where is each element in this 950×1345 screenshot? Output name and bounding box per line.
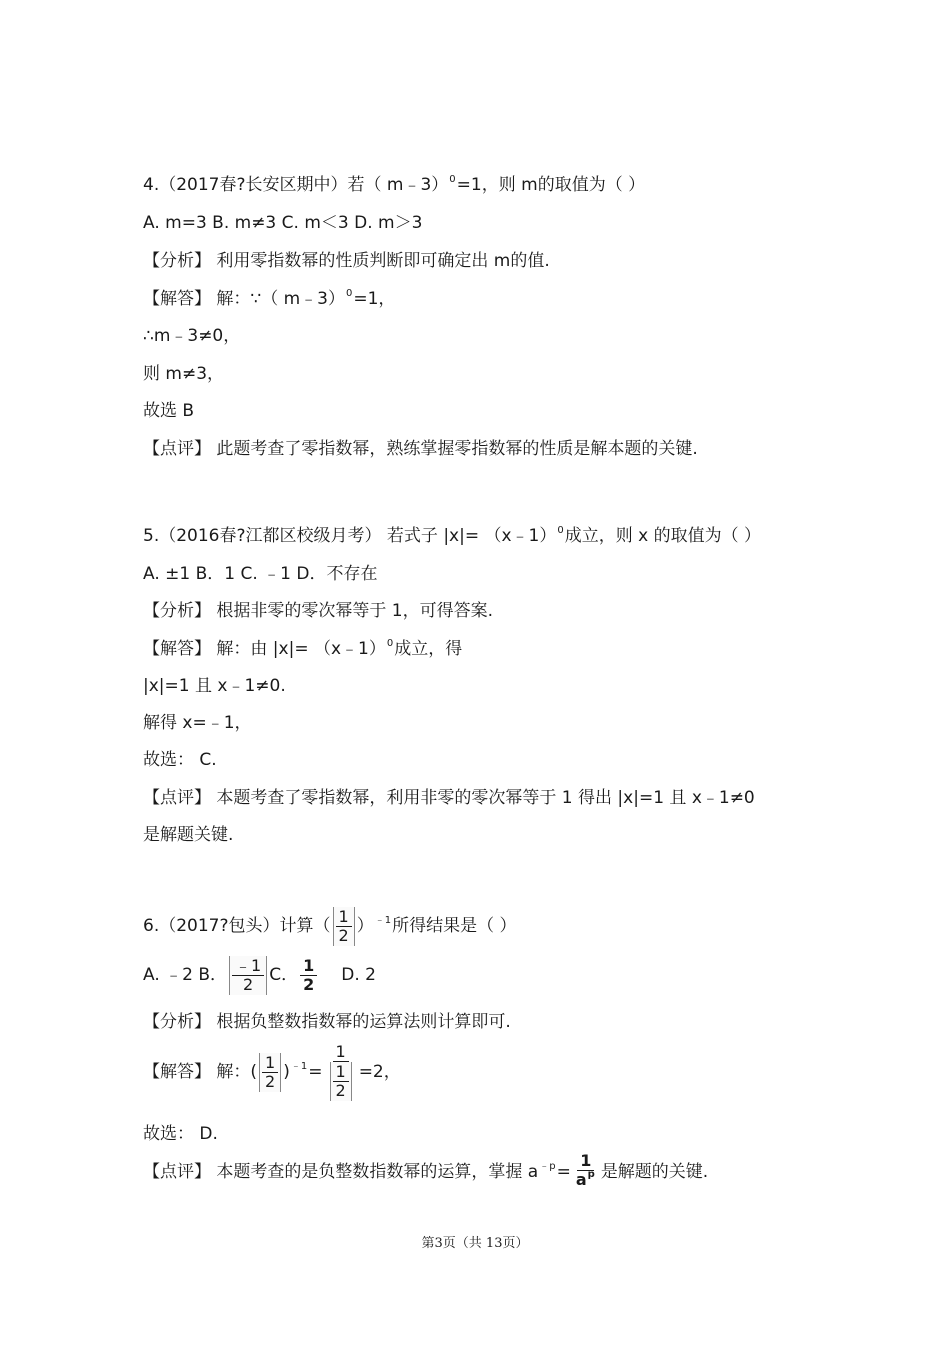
q6-choice: 故选： D. <box>143 1124 218 1144</box>
q6-answer-base-fraction: $\frac{1}{2}$ <box>259 1053 281 1092</box>
q5-choice: 故选： C. <box>143 750 217 770</box>
q6-option-b-fraction: $\frac{﹣1}{2}$ <box>229 956 267 995</box>
q5-analysis: 【分析】 根据非零的零次幂等于 1，可得答案. <box>143 601 494 621</box>
q6-answer: 【解答】 解：( $\frac{1}{2}$ )$^{﹣1}$= $\frac{1}{\frac{1}{2}}$ =2， <box>143 1042 401 1100</box>
q5-title: 5.（2016春?江都区校级月考） 若式子 |x|= （x﹣1）$^0$成立，则 x 的取值为（ ） <box>143 525 762 546</box>
q4-step1: ∴m﹣3≠0， <box>143 326 241 346</box>
q5-comment-line1: 【点评】 本题考查了零指数幂，利用非零的零次幂等于 1 得出 |x|=1 且 x﹣1≠0 <box>143 788 755 808</box>
q6-answer-inner-fraction: $\frac{1}{2}$ <box>330 1062 352 1101</box>
q4-comment: 【点评】 此题考查了零指数幂，熟练掌握零指数幂的性质是解本题的关键. <box>143 439 698 459</box>
q4-step2: 则 m≠3， <box>143 364 225 384</box>
q6-title: 6.（2017?包头）计算（ $\frac{1}{2}$ ）$^{﹣1}$所得结果是（ ） <box>143 906 517 945</box>
q5-answer: 【解答】 解：由 |x|= （x﹣1）$^0$成立，得 <box>143 638 463 659</box>
q6-option-c-fraction: $\frac{1}{2}$ <box>300 957 317 994</box>
q4-options: A. m=3 B. m≠3 C. m＜3 D. m＞3 <box>143 213 423 233</box>
q6-title-fraction: $\frac{1}{2}$ <box>333 907 355 946</box>
q6-options: A. ﹣2 B． $\frac{﹣1}{2}$ C． $\frac{1}{2}$ D. 2 <box>143 955 376 994</box>
q4-title: 4.（2017春?长安区期中）若（ m﹣3）$^0$=1，则 m的取值为（ ） <box>143 174 646 195</box>
q6-comment: 【点评】 本题考查的是负整数指数幂的运算，掌握 $a^{﹣p}=$ $\frac{1}{a^p}$ 是解题的关键. <box>143 1150 708 1197</box>
q4-choice: 故选 B <box>143 401 195 421</box>
q5-comment-line2: 是解题关键. <box>143 825 234 845</box>
q5-step1: |x|=1 且 x﹣1≠0. <box>143 676 286 696</box>
q5-step2: 解得 x=﹣1， <box>143 713 252 733</box>
q6-answer-compound-fraction: $\frac{1}{\frac{1}{2}}$ <box>325 1043 357 1101</box>
page-footer: 第3页（共 13页） <box>421 1236 529 1251</box>
q5-options: A. ±1 B．1 C. ﹣1 D．不存在 <box>143 564 378 584</box>
q6-comment-fraction: $\frac{1}{a^p}$ <box>575 1151 595 1189</box>
q4-analysis: 【分析】 利用零指数幂的性质判断即可确定出 m的值. <box>143 251 550 271</box>
q6-analysis: 【分析】 根据负整数指数幂的运算法则计算即可. <box>143 1012 511 1032</box>
q4-answer: 【解答】 解：∵（ m﹣3）$^0$=1， <box>143 288 396 309</box>
